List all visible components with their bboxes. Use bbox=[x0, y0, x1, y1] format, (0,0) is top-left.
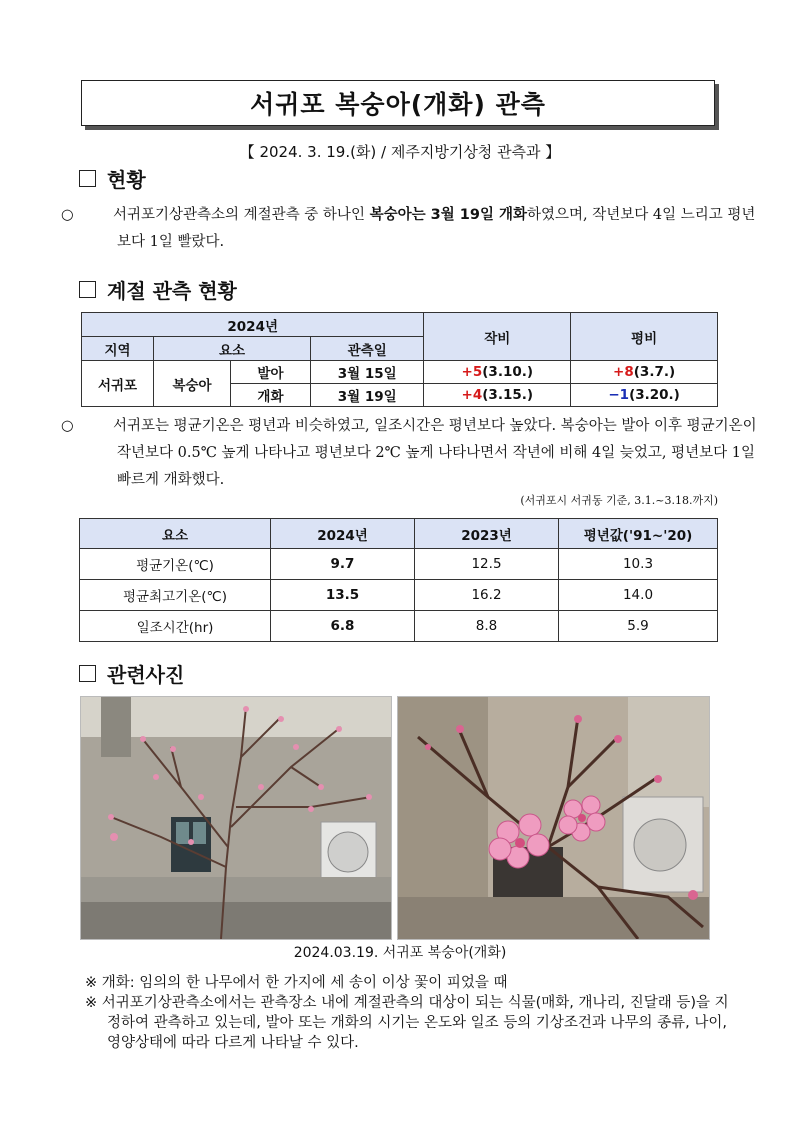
diff-date: (3.15.) bbox=[482, 387, 534, 403]
seasonal-paragraph bbox=[61, 413, 757, 494]
date-cell: 3월 15일 bbox=[310, 361, 423, 384]
col-header: 2023년 bbox=[415, 519, 559, 549]
checkbox-square-icon bbox=[79, 170, 96, 187]
section-heading-photos bbox=[79, 659, 184, 688]
element-cell: 평균기온(℃) bbox=[80, 549, 271, 580]
section-heading-text: 관련사진 bbox=[107, 663, 185, 687]
value-2023: 12.5 bbox=[415, 549, 559, 580]
region-header: 지역 bbox=[82, 337, 154, 361]
element-header: 요소 bbox=[154, 337, 311, 361]
value-2023: 16.2 bbox=[415, 580, 559, 611]
para-bold-text: 복숭아는 3월 19일 개화 bbox=[369, 207, 528, 223]
diff-value: −1 bbox=[608, 387, 630, 403]
date-header: 관측일 bbox=[310, 337, 423, 361]
stage-cell: 발아 bbox=[231, 361, 311, 384]
footnotes bbox=[85, 973, 735, 1053]
lastyear-cell bbox=[424, 361, 571, 384]
diff-value: +5 bbox=[461, 364, 483, 380]
normal-cell bbox=[571, 384, 718, 407]
seasonal-observation-table bbox=[81, 312, 718, 407]
table-row bbox=[80, 549, 718, 580]
para-text: 서귀포기상관측소의 계절관측 중 하나인 bbox=[113, 207, 370, 223]
para-text: 서귀포는 평균기온은 평년과 비슷하였고, 일조시간은 평년보다 높았다. 복숭아는 발아 이후 평균기온이 작년보다 0.5℃ 높게 나타나고 평년보다 2℃ 높게 나타나면서 작년에 비해 4일 늦었고, 평년보다 1일 빠르게 개화했다. bbox=[113, 418, 757, 488]
checkbox-square-icon bbox=[79, 665, 96, 682]
diff-value: +4 bbox=[461, 387, 483, 403]
footnote-item: ※ 서귀포기상관측소에서는 관측장소 내에 계절관측의 대상이 되는 식물(매화, 개나리, 진달래 등)을 지정하여 관측하고 있는데, 발아 또는 개화의 시기는 온도와 일조 등의 기상조건과 나무의 종류, 나이, 영양상태에 따라 다르게 나타날 수 있다. bbox=[85, 995, 729, 1051]
status-paragraph bbox=[61, 202, 757, 256]
year-header: 2024년 bbox=[82, 313, 424, 337]
element-cell: 평균최고기온(℃) bbox=[80, 580, 271, 611]
normal-cell bbox=[571, 361, 718, 384]
section-heading-status bbox=[79, 164, 146, 193]
photo-caption: 2024.03.19. 서귀포 복숭아(개화) bbox=[293, 945, 507, 961]
value-2023: 8.8 bbox=[415, 611, 559, 642]
value-2024: 13.5 bbox=[271, 580, 415, 611]
table-row bbox=[80, 580, 718, 611]
col-header: 요소 bbox=[80, 519, 271, 549]
normal-header: 평비 bbox=[571, 313, 718, 361]
para-text: 하였으며, 작년보다 4일 느리고 평년보다 1일 빨랐다. bbox=[117, 207, 756, 250]
value-normal: 5.9 bbox=[559, 611, 718, 642]
page-subtitle: 【 2024. 3. 19.(화) / 제주지방기상청 관측과 】 bbox=[239, 143, 561, 161]
value-normal: 10.3 bbox=[559, 549, 718, 580]
col-header: 2024년 bbox=[271, 519, 415, 549]
source-note: (서귀포시 서귀동 기준, 3.1.~3.18.까지) bbox=[520, 494, 718, 507]
section-heading-seasonal bbox=[79, 275, 237, 304]
peach-tree-photo bbox=[80, 696, 392, 940]
plant-cell: 복숭아 bbox=[154, 361, 231, 407]
peach-blossom-closeup-photo bbox=[397, 696, 710, 940]
table-row bbox=[80, 611, 718, 642]
region-cell: 서귀포 bbox=[82, 361, 154, 407]
climate-table bbox=[79, 518, 718, 642]
col-header: 평년값('91~'20) bbox=[559, 519, 718, 549]
checkbox-square-icon bbox=[79, 281, 96, 298]
diff-date: (3.10.) bbox=[482, 364, 534, 380]
diff-date: (3.20.) bbox=[629, 387, 680, 403]
diff-value: +8 bbox=[613, 364, 634, 380]
value-2024: 9.7 bbox=[271, 549, 415, 580]
diff-date: (3.7.) bbox=[633, 364, 676, 380]
footnote-item: ※ 개화: 임의의 한 나무에서 한 가지에 세 송이 이상 꽃이 피었을 때 bbox=[85, 975, 508, 991]
circle-bullet-icon: ○ bbox=[61, 207, 74, 223]
date-cell: 3월 19일 bbox=[310, 384, 423, 407]
element-cell: 일조시간(hr) bbox=[80, 611, 271, 642]
section-heading-text: 현황 bbox=[107, 168, 146, 192]
lastyear-header: 작비 bbox=[424, 313, 571, 361]
value-normal: 14.0 bbox=[559, 580, 718, 611]
page-title: 서귀포 복숭아(개화) 관측 bbox=[81, 80, 715, 126]
section-heading-text: 계절 관측 현황 bbox=[107, 279, 237, 303]
value-2024: 6.8 bbox=[271, 611, 415, 642]
lastyear-cell bbox=[424, 384, 571, 407]
stage-cell: 개화 bbox=[231, 384, 311, 407]
circle-bullet-icon: ○ bbox=[61, 418, 74, 434]
